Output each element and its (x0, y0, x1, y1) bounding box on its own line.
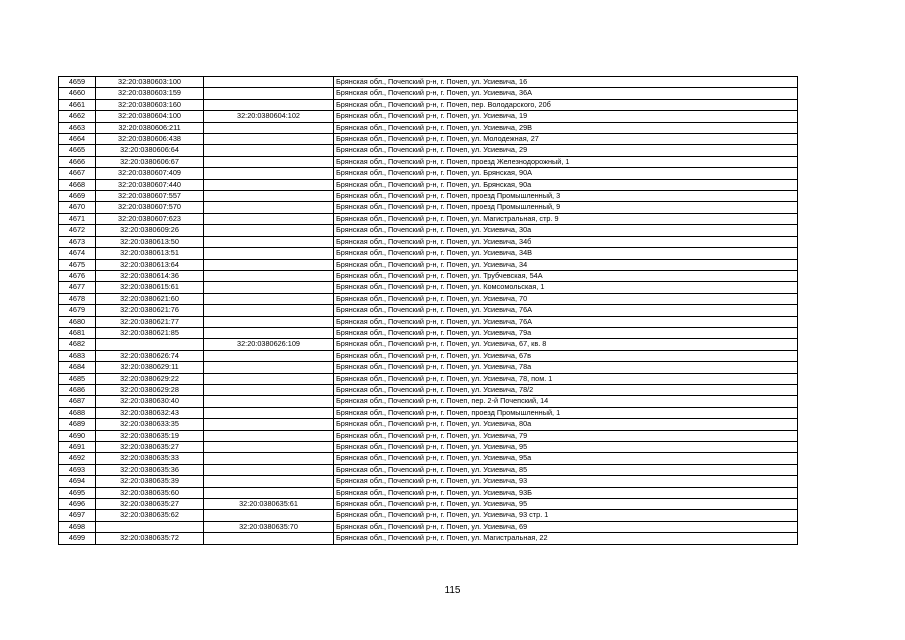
row-number-cell: 4666 (59, 156, 96, 167)
registry-table (58, 76, 798, 545)
previous-cadastral-number-cell: 32:20:0380635:61 (204, 499, 334, 510)
table-row (59, 134, 798, 145)
table-row (59, 156, 798, 167)
cadastral-number-cell: 32:20:0380606:211 (96, 122, 204, 133)
address-cell: Брянская обл., Почепский р-н, г. Почеп, ул. Усиевича, 78, пом. 1 (334, 373, 798, 384)
previous-cadastral-number-cell (204, 202, 334, 213)
address-cell: Брянская обл., Почепский р-н, г. Почеп, пер. 2-й Почепский, 14 (334, 396, 798, 407)
previous-cadastral-number-cell (204, 327, 334, 338)
previous-cadastral-number-cell (204, 373, 334, 384)
address-cell: Брянская обл., Почепский р-н, г. Почеп, ул. Магистральная, стр. 9 (334, 213, 798, 224)
table-row (59, 373, 798, 384)
previous-cadastral-number-cell (204, 476, 334, 487)
table-row (59, 521, 798, 532)
table-row (59, 225, 798, 236)
address-cell: Брянская обл., Почепский р-н, г. Почеп, ул. Усиевича, 70 (334, 293, 798, 304)
registry-table-body (59, 77, 798, 545)
address-cell: Брянская обл., Почепский р-н, г. Почеп, ул. Усиевича, 36А (334, 88, 798, 99)
row-number-cell: 4683 (59, 350, 96, 361)
table-row (59, 145, 798, 156)
row-number-cell: 4685 (59, 373, 96, 384)
table-row (59, 270, 798, 281)
row-number-cell: 4696 (59, 499, 96, 510)
previous-cadastral-number-cell (204, 145, 334, 156)
cadastral-number-cell: 32:20:0380626:74 (96, 350, 204, 361)
row-number-cell: 4688 (59, 407, 96, 418)
table-row (59, 77, 798, 88)
table-row (59, 464, 798, 475)
row-number-cell: 4698 (59, 521, 96, 532)
table-row (59, 442, 798, 453)
cadastral-number-cell: 32:20:0380613:51 (96, 248, 204, 259)
row-number-cell: 4662 (59, 111, 96, 122)
table-row (59, 430, 798, 441)
previous-cadastral-number-cell (204, 259, 334, 270)
table-row (59, 533, 798, 544)
address-cell: Брянская обл., Почепский р-н, г. Почеп, ул. Усиевича, 34 (334, 259, 798, 270)
row-number-cell: 4681 (59, 327, 96, 338)
previous-cadastral-number-cell (204, 88, 334, 99)
table-row (59, 213, 798, 224)
row-number-cell: 4659 (59, 77, 96, 88)
row-number-cell: 4689 (59, 419, 96, 430)
row-number-cell: 4697 (59, 510, 96, 521)
address-cell: Брянская обл., Почепский р-н, г. Почеп, пер. Володарского, 20б (334, 99, 798, 110)
cadastral-number-cell: 32:20:0380615:61 (96, 282, 204, 293)
previous-cadastral-number-cell (204, 77, 334, 88)
address-cell: Брянская обл., Почепский р-н, г. Почеп, ул. Брянская, 90А (334, 168, 798, 179)
cadastral-number-cell: 32:20:0380635:27 (96, 499, 204, 510)
address-cell: Брянская обл., Почепский р-н, г. Почеп, проезд Промышленный, 1 (334, 407, 798, 418)
previous-cadastral-number-cell (204, 168, 334, 179)
address-cell: Брянская обл., Почепский р-н, г. Почеп, ул. Усиевича, 19 (334, 111, 798, 122)
address-cell: Брянская обл., Почепский р-н, г. Почеп, ул. Брянская, 90а (334, 179, 798, 190)
address-cell: Брянская обл., Почепский р-н, г. Почеп, ул. Усиевича, 67в (334, 350, 798, 361)
cadastral-number-cell: 32:20:0380607:570 (96, 202, 204, 213)
table-row (59, 350, 798, 361)
cadastral-number-cell (96, 339, 204, 350)
table-row (59, 236, 798, 247)
previous-cadastral-number-cell (204, 191, 334, 202)
cadastral-number-cell: 32:20:0380606:438 (96, 134, 204, 145)
address-cell: Брянская обл., Почепский р-н, г. Почеп, ул. Усиевича, 93 (334, 476, 798, 487)
row-number-cell: 4663 (59, 122, 96, 133)
row-number-cell: 4694 (59, 476, 96, 487)
row-number-cell: 4684 (59, 362, 96, 373)
table-row (59, 453, 798, 464)
address-cell: Брянская обл., Почепский р-н, г. Почеп, ул. Усиевича, 29В (334, 122, 798, 133)
row-number-cell: 4660 (59, 88, 96, 99)
previous-cadastral-number-cell (204, 419, 334, 430)
address-cell: Брянская обл., Почепский р-н, г. Почеп, проезд Промышленный, 9 (334, 202, 798, 213)
address-cell: Брянская обл., Почепский р-н, г. Почеп, ул. Усиевича, 95 (334, 442, 798, 453)
address-cell: Брянская обл., Почепский р-н, г. Почеп, ул. Усиевича, 34В (334, 248, 798, 259)
row-number-cell: 4664 (59, 134, 96, 145)
cadastral-number-cell: 32:20:0380635:60 (96, 487, 204, 498)
row-number-cell: 4693 (59, 464, 96, 475)
table-row (59, 88, 798, 99)
previous-cadastral-number-cell (204, 99, 334, 110)
cadastral-number-cell: 32:20:0380635:39 (96, 476, 204, 487)
table-row (59, 99, 798, 110)
row-number-cell: 4690 (59, 430, 96, 441)
row-number-cell: 4686 (59, 384, 96, 395)
table-row (59, 384, 798, 395)
previous-cadastral-number-cell (204, 396, 334, 407)
address-cell: Брянская обл., Почепский р-н, г. Почеп, ул. Усиевича, 30а (334, 225, 798, 236)
previous-cadastral-number-cell (204, 442, 334, 453)
table-row (59, 407, 798, 418)
address-cell: Брянская обл., Почепский р-н, г. Почеп, ул. Трубчевская, 54А (334, 270, 798, 281)
cadastral-number-cell: 32:20:0380606:64 (96, 145, 204, 156)
row-number-cell: 4682 (59, 339, 96, 350)
previous-cadastral-number-cell (204, 362, 334, 373)
address-cell: Брянская обл., Почепский р-н, г. Почеп, ул. Усиевича, 76А (334, 305, 798, 316)
row-number-cell: 4677 (59, 282, 96, 293)
table-row (59, 327, 798, 338)
previous-cadastral-number-cell (204, 407, 334, 418)
table-row (59, 259, 798, 270)
previous-cadastral-number-cell: 32:20:0380635:70 (204, 521, 334, 532)
previous-cadastral-number-cell: 32:20:0380626:109 (204, 339, 334, 350)
row-number-cell: 4670 (59, 202, 96, 213)
address-cell: Брянская обл., Почепский р-н, г. Почеп, проезд Промышленный, 3 (334, 191, 798, 202)
table-row (59, 339, 798, 350)
table-row (59, 282, 798, 293)
cadastral-number-cell: 32:20:0380614:36 (96, 270, 204, 281)
table-row (59, 168, 798, 179)
address-cell: Брянская обл., Почепский р-н, г. Почеп, ул. Усиевича, 93 стр. 1 (334, 510, 798, 521)
table-row (59, 396, 798, 407)
table-row (59, 179, 798, 190)
row-number-cell: 4669 (59, 191, 96, 202)
cadastral-number-cell: 32:20:0380635:27 (96, 442, 204, 453)
row-number-cell: 4699 (59, 533, 96, 544)
address-cell: Брянская обл., Почепский р-н, г. Почеп, ул. Усиевича, 16 (334, 77, 798, 88)
table-row (59, 191, 798, 202)
table-row (59, 305, 798, 316)
row-number-cell: 4695 (59, 487, 96, 498)
cadastral-number-cell: 32:20:0380607:557 (96, 191, 204, 202)
cadastral-number-cell: 32:20:0380635:72 (96, 533, 204, 544)
cadastral-number-cell: 32:20:0380609:26 (96, 225, 204, 236)
cadastral-number-cell: 32:20:0380621:77 (96, 316, 204, 327)
cadastral-number-cell: 32:20:0380633:35 (96, 419, 204, 430)
address-cell: Брянская обл., Почепский р-н, г. Почеп, ул. Комсомольская, 1 (334, 282, 798, 293)
row-number-cell: 4673 (59, 236, 96, 247)
cadastral-number-cell: 32:20:0380613:50 (96, 236, 204, 247)
row-number-cell: 4687 (59, 396, 96, 407)
table-row (59, 111, 798, 122)
previous-cadastral-number-cell (204, 179, 334, 190)
row-number-cell: 4671 (59, 213, 96, 224)
row-number-cell: 4676 (59, 270, 96, 281)
table-row (59, 510, 798, 521)
cadastral-number-cell: 32:20:0380629:28 (96, 384, 204, 395)
previous-cadastral-number-cell (204, 464, 334, 475)
row-number-cell: 4675 (59, 259, 96, 270)
address-cell: Брянская обл., Почепский р-н, г. Почеп, ул. Усиевича, 95а (334, 453, 798, 464)
cadastral-number-cell: 32:20:0380603:100 (96, 77, 204, 88)
cadastral-number-cell: 32:20:0380632:43 (96, 407, 204, 418)
previous-cadastral-number-cell (204, 213, 334, 224)
table-row (59, 293, 798, 304)
address-cell: Брянская обл., Почепский р-н, г. Почеп, ул. Усиевича, 29 (334, 145, 798, 156)
address-cell: Брянская обл., Почепский р-н, г. Почеп, ул. Усиевича, 93Б (334, 487, 798, 498)
cadastral-number-cell: 32:20:0380607:623 (96, 213, 204, 224)
address-cell: Брянская обл., Почепский р-н, г. Почеп, ул. Усиевича, 76А (334, 316, 798, 327)
cadastral-number-cell: 32:20:0380635:62 (96, 510, 204, 521)
address-cell: Брянская обл., Почепский р-н, г. Почеп, ул. Усиевича, 80а (334, 419, 798, 430)
cadastral-number-cell: 32:20:0380635:36 (96, 464, 204, 475)
previous-cadastral-number-cell (204, 156, 334, 167)
page-number: 115 (444, 585, 461, 596)
address-cell: Брянская обл., Почепский р-н, г. Почеп, ул. Магистральная, 22 (334, 533, 798, 544)
row-number-cell: 4672 (59, 225, 96, 236)
row-number-cell: 4680 (59, 316, 96, 327)
previous-cadastral-number-cell (204, 236, 334, 247)
table-row (59, 476, 798, 487)
row-number-cell: 4692 (59, 453, 96, 464)
cadastral-number-cell: 32:20:0380621:85 (96, 327, 204, 338)
address-cell: Брянская обл., Почепский р-н, г. Почеп, ул. Усиевича, 78а (334, 362, 798, 373)
address-cell: Брянская обл., Почепский р-н, г. Почеп, ул. Усиевича, 69 (334, 521, 798, 532)
row-number-cell: 4668 (59, 179, 96, 190)
previous-cadastral-number-cell (204, 487, 334, 498)
cadastral-number-cell: 32:20:0380607:440 (96, 179, 204, 190)
table-row (59, 419, 798, 430)
cadastral-number-cell: 32:20:0380604:100 (96, 111, 204, 122)
address-cell: Брянская обл., Почепский р-н, г. Почеп, ул. Молодежная, 27 (334, 134, 798, 145)
address-cell: Брянская обл., Почепский р-н, г. Почеп, ул. Усиевича, 79 (334, 430, 798, 441)
previous-cadastral-number-cell: 32:20:0380604:102 (204, 111, 334, 122)
table-row (59, 248, 798, 259)
previous-cadastral-number-cell (204, 430, 334, 441)
previous-cadastral-number-cell (204, 122, 334, 133)
previous-cadastral-number-cell (204, 510, 334, 521)
address-cell: Брянская обл., Почепский р-н, г. Почеп, ул. Усиевича, 67, кв. 8 (334, 339, 798, 350)
row-number-cell: 4667 (59, 168, 96, 179)
cadastral-number-cell: 32:20:0380635:33 (96, 453, 204, 464)
table-row (59, 499, 798, 510)
cadastral-number-cell: 32:20:0380621:60 (96, 293, 204, 304)
row-number-cell: 4679 (59, 305, 96, 316)
cadastral-number-cell: 32:20:0380629:22 (96, 373, 204, 384)
cadastral-number-cell: 32:20:0380606:67 (96, 156, 204, 167)
row-number-cell: 4678 (59, 293, 96, 304)
address-cell: Брянская обл., Почепский р-н, г. Почеп, проезд Железнодорожный, 1 (334, 156, 798, 167)
previous-cadastral-number-cell (204, 225, 334, 236)
previous-cadastral-number-cell (204, 384, 334, 395)
previous-cadastral-number-cell (204, 533, 334, 544)
address-cell: Брянская обл., Почепский р-н, г. Почеп, ул. Усиевича, 34б (334, 236, 798, 247)
address-cell: Брянская обл., Почепский р-н, г. Почеп, ул. Усиевича, 95 (334, 499, 798, 510)
previous-cadastral-number-cell (204, 453, 334, 464)
row-number-cell: 4691 (59, 442, 96, 453)
table-row (59, 122, 798, 133)
previous-cadastral-number-cell (204, 282, 334, 293)
cadastral-number-cell (96, 521, 204, 532)
row-number-cell: 4674 (59, 248, 96, 259)
previous-cadastral-number-cell (204, 270, 334, 281)
address-cell: Брянская обл., Почепский р-н, г. Почеп, ул. Усиевича, 78/2 (334, 384, 798, 395)
previous-cadastral-number-cell (204, 305, 334, 316)
address-cell: Брянская обл., Почепский р-н, г. Почеп, ул. Усиевича, 85 (334, 464, 798, 475)
cadastral-number-cell: 32:20:0380621:76 (96, 305, 204, 316)
previous-cadastral-number-cell (204, 134, 334, 145)
cadastral-number-cell: 32:20:0380629:11 (96, 362, 204, 373)
cadastral-number-cell: 32:20:0380603:159 (96, 88, 204, 99)
cadastral-number-cell: 32:20:0380635:19 (96, 430, 204, 441)
address-cell: Брянская обл., Почепский р-н, г. Почеп, ул. Усиевича, 79а (334, 327, 798, 338)
cadastral-number-cell: 32:20:0380607:409 (96, 168, 204, 179)
cadastral-number-cell: 32:20:0380603:160 (96, 99, 204, 110)
table-row (59, 316, 798, 327)
previous-cadastral-number-cell (204, 350, 334, 361)
previous-cadastral-number-cell (204, 293, 334, 304)
row-number-cell: 4661 (59, 99, 96, 110)
table-row (59, 202, 798, 213)
table-row (59, 487, 798, 498)
cadastral-number-cell: 32:20:0380613:64 (96, 259, 204, 270)
cadastral-number-cell: 32:20:0380630:40 (96, 396, 204, 407)
previous-cadastral-number-cell (204, 316, 334, 327)
row-number-cell: 4665 (59, 145, 96, 156)
table-row (59, 362, 798, 373)
previous-cadastral-number-cell (204, 248, 334, 259)
